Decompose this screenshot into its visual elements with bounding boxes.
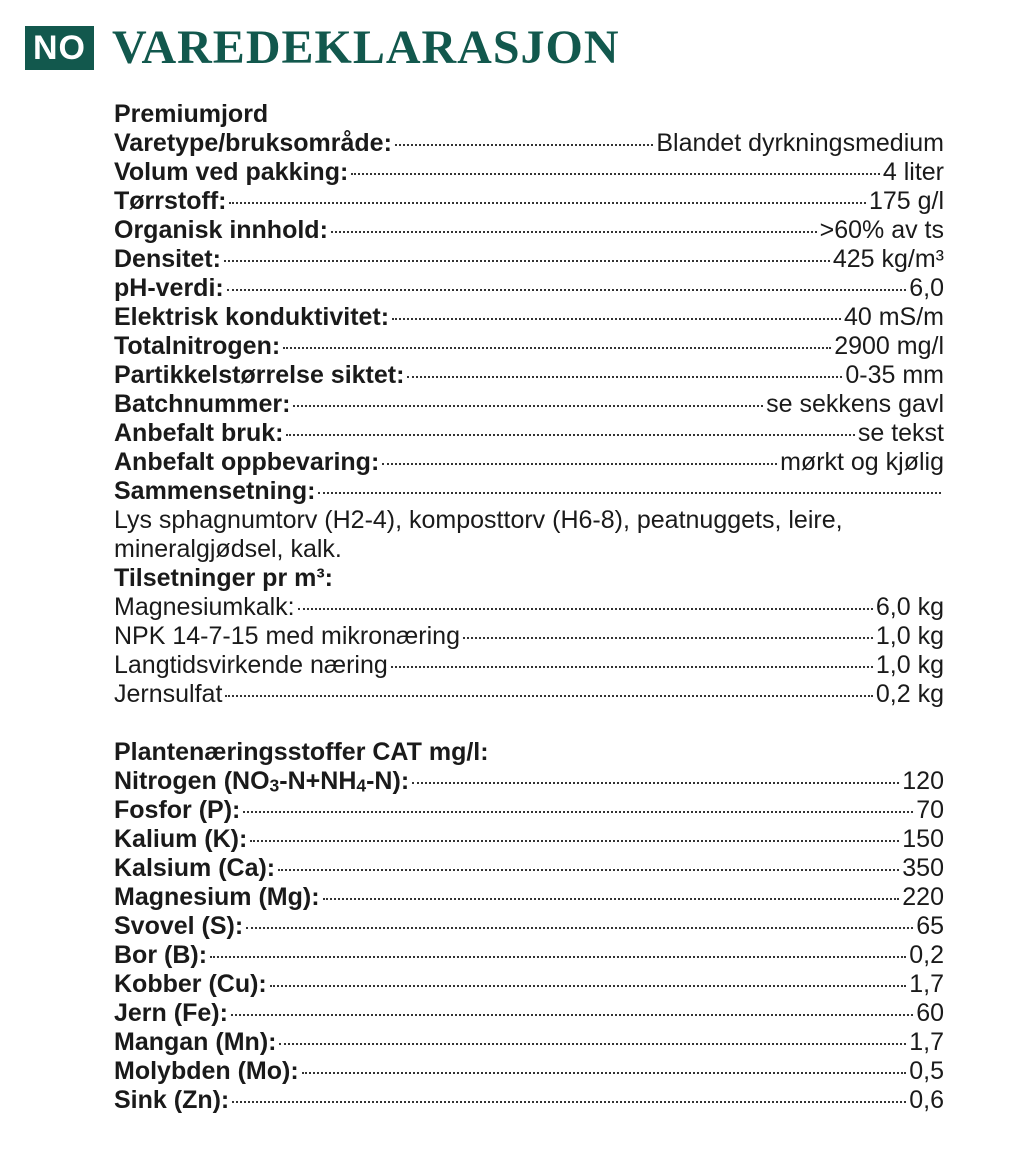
nutrient-row [114, 1057, 944, 1086]
nitrogen-label-part: -N+NH [279, 767, 357, 795]
property-row [114, 448, 944, 477]
nutrient-label: Molybden (Mo): [114, 1057, 299, 1085]
additive-value: 0,2 kg [875, 680, 944, 708]
property-label: Partikkelstørrelse siktet: [114, 361, 405, 389]
nutrient-row [114, 970, 944, 999]
dot-leader [463, 637, 873, 639]
property-row [114, 332, 944, 361]
dot-leader [279, 1043, 906, 1045]
dot-leader [318, 492, 941, 494]
property-value: mørkt og kjølig [780, 448, 944, 476]
product-name: Premiumjord [114, 100, 269, 128]
property-value: 6,0 [909, 274, 944, 302]
dot-leader [298, 608, 873, 610]
property-label: Totalnitrogen: [114, 332, 281, 360]
page-title: VAREDEKLARASJON [112, 21, 620, 74]
property-row [114, 129, 944, 158]
property-row [114, 419, 944, 448]
nutrients-heading-row [114, 738, 944, 767]
property-value: >60% av ts [819, 216, 944, 244]
dot-leader [224, 260, 830, 262]
dot-leader [323, 898, 900, 900]
subscript: 4 [356, 775, 367, 796]
property-label: Anbefalt oppbevaring: [114, 448, 380, 476]
dot-leader [246, 927, 913, 929]
dot-leader [407, 376, 842, 378]
property-label: Tørrstoff: [114, 187, 227, 215]
nutrient-row [114, 796, 944, 825]
property-value: 40 mS/m [843, 303, 944, 331]
dot-leader [391, 666, 873, 668]
dot-leader [243, 811, 913, 813]
composition-label: Sammensetning: [114, 477, 316, 505]
nutrient-value: 1,7 [909, 970, 944, 998]
dot-leader [412, 782, 899, 784]
nutrient-value: 220 [902, 883, 944, 911]
composition-text: Lys sphagnumtorv (H2-4), komposttorv (H6-8), peatnuggets, leire, mineralgjødsel, kalk. [114, 506, 843, 563]
dot-leader [225, 695, 873, 697]
property-row [114, 303, 944, 332]
nutrient-value: 0,2 [909, 941, 944, 969]
nutrient-value: 65 [916, 912, 944, 940]
nutrient-label: Magnesium (Mg): [114, 883, 320, 911]
nutrient-row [114, 1086, 944, 1115]
nutrient-value: 120 [902, 767, 944, 795]
property-value: 175 g/l [868, 187, 944, 215]
nitrogen-label-part: -N): [366, 767, 410, 795]
declaration-body [114, 100, 944, 1115]
nutrient-value: 70 [916, 796, 944, 824]
additive-value: 6,0 kg [875, 593, 944, 621]
properties-list [114, 129, 944, 477]
subscript: 3 [269, 775, 280, 796]
product-name-row [114, 100, 944, 129]
additive-value: 1,0 kg [875, 622, 944, 650]
property-value: 0-35 mm [845, 361, 944, 389]
property-label: Elektrisk konduktivitet: [114, 303, 390, 331]
dot-leader [286, 434, 854, 436]
nutrient-label: Sink (Zn): [114, 1086, 230, 1114]
nutrient-value: 350 [902, 854, 944, 882]
property-label: Organisk innhold: [114, 216, 328, 244]
dot-leader [392, 318, 841, 320]
nutrient-row [114, 941, 944, 970]
section-spacer [114, 709, 944, 738]
property-label: Varetype/bruksområde: [114, 129, 392, 157]
dot-leader [382, 463, 777, 465]
additive-row [114, 680, 944, 709]
dot-leader [302, 1072, 907, 1074]
property-value: 2900 mg/l [834, 332, 944, 360]
dot-leader [270, 985, 906, 987]
dot-leader [293, 405, 763, 407]
dot-leader [278, 869, 899, 871]
nitrogen-label-part: Nitrogen (NO [114, 767, 270, 795]
additive-row [114, 622, 944, 651]
dot-leader [250, 840, 899, 842]
property-row [114, 361, 944, 390]
property-value: se tekst [857, 419, 944, 447]
dot-leader [210, 956, 906, 958]
additives-heading: Tilsetninger pr m³: [114, 564, 334, 592]
additive-label: NPK 14-7-15 med mikronæring [114, 622, 460, 650]
property-value: 425 kg/m³ [832, 245, 944, 273]
nutrient-row [114, 854, 944, 883]
property-value: Blandet dyrkningsmedium [656, 129, 944, 157]
header [25, 18, 620, 78]
property-row [114, 245, 944, 274]
nutrient-value: 150 [902, 825, 944, 853]
nutrient-row [114, 825, 944, 854]
nutrient-label: Fosfor (P): [114, 796, 241, 824]
nutrient-value: 0,5 [909, 1057, 944, 1085]
nutrient-label: Jern (Fe): [114, 999, 228, 1027]
nutrients-list [114, 767, 944, 1115]
dot-leader [229, 202, 865, 204]
nutrient-value: 60 [916, 999, 944, 1027]
nutrient-row [114, 883, 944, 912]
dot-leader [227, 289, 907, 291]
nutrient-value: 1,7 [909, 1028, 944, 1056]
property-label: Anbefalt bruk: [114, 419, 284, 447]
additive-label: Langtidsvirkende næring [114, 651, 388, 679]
property-value: 4 liter [882, 158, 944, 186]
property-row [114, 390, 944, 419]
additive-value: 1,0 kg [875, 651, 944, 679]
nutrient-row [114, 999, 944, 1028]
dot-leader [331, 231, 817, 233]
nutrient-row [114, 767, 944, 796]
composition-heading-row [114, 477, 944, 506]
property-row [114, 187, 944, 216]
nutrient-label: Bor (B): [114, 941, 208, 969]
dot-leader [231, 1014, 913, 1016]
dot-leader [395, 144, 653, 146]
nutrient-row [114, 1028, 944, 1057]
additives-list [114, 593, 944, 709]
property-value: se sekkens gavl [766, 390, 944, 418]
dot-leader [283, 347, 831, 349]
property-row [114, 274, 944, 303]
property-label: Volum ved pakking: [114, 158, 349, 186]
nutrient-label: Mangan (Mn): [114, 1028, 277, 1056]
property-label: Densitet: [114, 245, 221, 273]
property-row [114, 216, 944, 245]
dot-leader [232, 1101, 906, 1103]
additive-label: Jernsulfat [114, 680, 223, 708]
additives-heading-row [114, 564, 944, 593]
dot-leader [351, 173, 880, 175]
nutrient-value: 0,6 [909, 1086, 944, 1114]
property-label: Batchnummer: [114, 390, 291, 418]
additive-row [114, 593, 944, 622]
additive-row [114, 651, 944, 680]
nutrient-label: Svovel (S): [114, 912, 244, 940]
additive-label: Magnesiumkalk: [114, 593, 295, 621]
nutrient-label: Kobber (Cu): [114, 970, 267, 998]
nutrient-label: Kalium (K): [114, 825, 248, 853]
property-row [114, 158, 944, 187]
language-badge: NO [25, 26, 94, 70]
nutrient-label: Kalsium (Ca): [114, 854, 276, 882]
nutrients-heading: Plantenæringsstoffer CAT mg/l: [114, 738, 489, 766]
nutrient-row [114, 912, 944, 941]
property-label: pH-verdi: [114, 274, 224, 302]
